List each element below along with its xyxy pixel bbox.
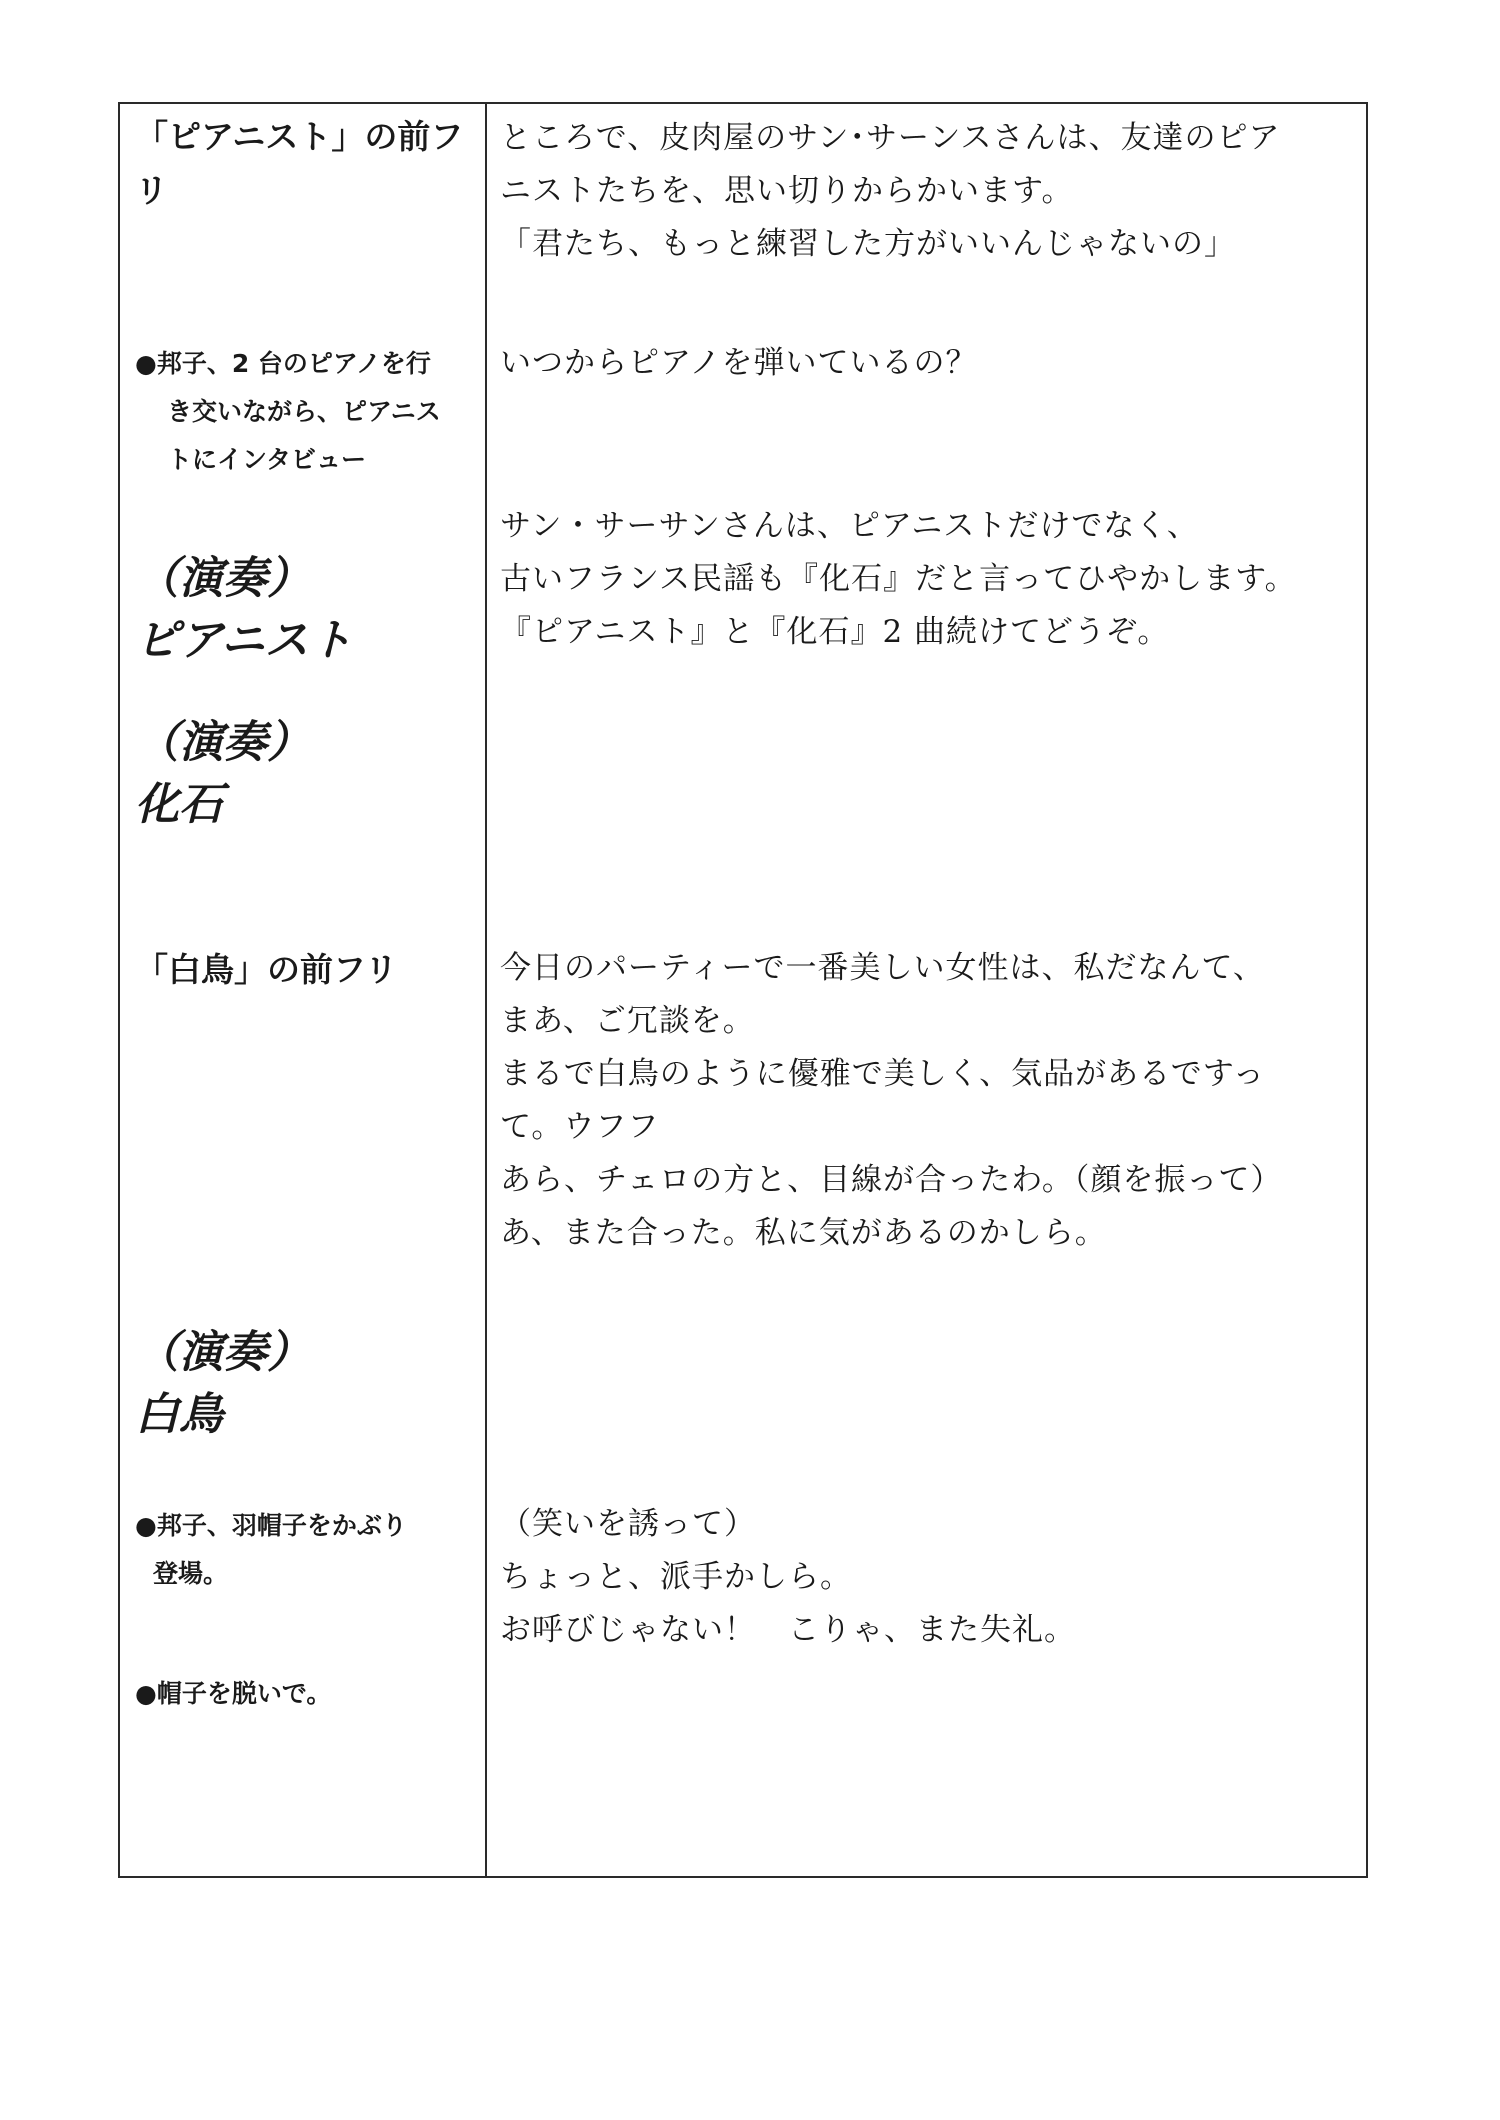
hat-narration	[500, 1498, 1360, 1657]
note-line: 登場。	[153, 1559, 229, 1588]
swan-intro-heading	[135, 943, 480, 997]
fossil-performance	[135, 712, 480, 836]
swan-intro-narration	[500, 942, 1360, 1260]
narration-line: まあ、ご冗談を。	[500, 1003, 755, 1039]
narration-line: 『ピアニスト』と『化石』2 曲続けてどうぞ。	[500, 614, 1170, 650]
narration-line: て。ウフフ	[500, 1109, 660, 1145]
narration-line: ちょっと、派手かしら。	[500, 1559, 852, 1595]
heading-line: リ	[135, 171, 168, 210]
narration-line: サン・サーサンさんは、ピアニストだけでなく、	[500, 508, 1199, 544]
performance-title: 白鳥	[135, 1389, 223, 1440]
pianist-performance	[135, 548, 480, 672]
narration-line: ところで、皮肉屋のサン･サーンスさんは、友達のピア	[500, 120, 1281, 156]
heading-line: 「ピアニスト」の前フ	[135, 117, 464, 156]
note-line: ●邦子、2 台のピアノを行	[135, 349, 431, 378]
interview-narration	[500, 337, 1360, 390]
hat-stage-note	[135, 1502, 480, 1598]
pianist-intro-heading	[135, 110, 480, 218]
narration-line: あ、また合った。私に気があるのかしら。	[500, 1215, 1107, 1251]
column-divider	[485, 102, 487, 1878]
narration-line: お呼びじゃない！ こりゃ、また失礼。	[500, 1612, 1076, 1648]
narration-line: まるで白鳥のように優雅で美しく、気品があるですっ	[500, 1056, 1265, 1092]
narration-line: あら、チェロの方と、目線が合ったわ。（顔を振って）	[500, 1162, 1283, 1198]
narration-line: ニストたちを、思い切りからかいます。	[500, 173, 1074, 209]
narration-line: （笑いを誘って）	[500, 1506, 756, 1542]
narration-line: 今日のパーティーで一番美しい女性は、私だなんて、	[500, 950, 1265, 986]
narration-line: いつからピアノを弾いているの？	[500, 345, 978, 381]
pianist-intro-narration	[500, 112, 1360, 271]
interview-stage-note	[135, 340, 480, 484]
performance-label: （演奏）	[135, 1327, 311, 1378]
note-line: トにインタビュー	[167, 445, 367, 474]
heading-line: 「白鳥」の前フリ	[135, 950, 398, 989]
performance-title: 化石	[135, 779, 223, 830]
swan-performance	[135, 1322, 480, 1446]
note-line: き交いながら、ピアニス	[167, 397, 441, 426]
performance-label: （演奏）	[135, 553, 311, 604]
hat-removal-note	[135, 1670, 480, 1718]
performance-title: ピアニスト	[135, 615, 353, 666]
note-line: ●邦子、羽帽子をかぶり	[135, 1511, 407, 1540]
narration-line: 「君たち、もっと練習した方がいいんじゃないの」	[500, 226, 1236, 262]
narration-line: 古いフランス民謡も『化石』だと言ってひやかします。	[500, 561, 1297, 597]
note-line: ●帽子を脱いで。	[135, 1679, 332, 1708]
pianist-performance-narration	[500, 500, 1360, 659]
performance-label: （演奏）	[135, 717, 311, 768]
